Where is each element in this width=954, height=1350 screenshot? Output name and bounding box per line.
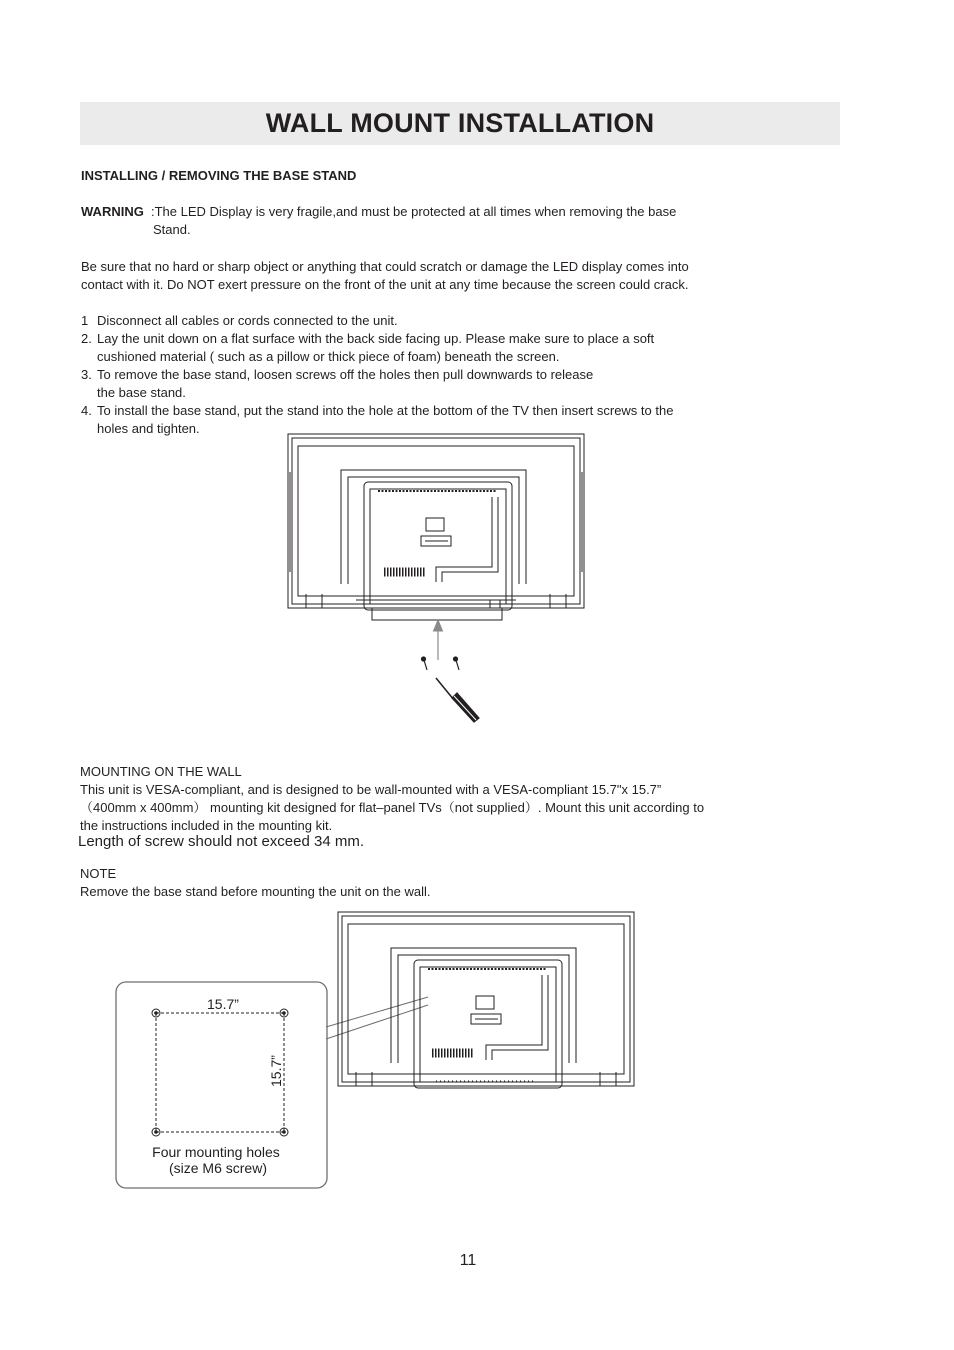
step-2-text-line1: Lay the unit down on a flat surface with the back side facing up. Please make sure to place a soft [97,331,655,346]
mounting-holes-caption-line1: Four mounting holes [152,1144,280,1160]
note-text: Remove the base stand before mounting the unit on the wall. [80,884,431,899]
warning-text-line1: :The LED Display is very fragile,and must be protected at all times when removing the base [151,204,677,219]
screw-length-note: Length of screw should not exceed 34 mm. [78,833,364,850]
step-4-text-line1: To install the base stand, put the stand into the hole at the bottom of the TV then insert screws to the [97,403,674,418]
vesa-mount-diagram [110,905,640,1195]
step-2-text-line2: cushioned material ( such as a pillow or thick piece of foam) beneath the screen. [97,349,560,364]
section-heading-wall: MOUNTING ON THE WALL [80,764,242,779]
caution-line2: contact with it. Do NOT exert pressure on the front of the unit at any time because the screen could crack. [81,277,689,292]
step-3-text-line2: the base stand. [97,385,186,400]
caution-line1: Be sure that no hard or sharp object or anything that could scratch or damage the LED display comes into [81,259,689,274]
tv-back-stand-diagram [286,432,588,732]
wall-text-line1: This unit is VESA-compliant, and is designed to be wall-mounted with a VESA-compliant 15.7"x 15.7” [80,782,662,797]
step-1-text: Disconnect all cables or cords connected to the unit. [97,313,398,328]
vesa-height-label: 15.7” [268,1055,284,1087]
step-number-3: 3. [81,367,92,382]
step-3-text-line1: To remove the base stand, loosen screws off the holes then pull downwards to release [97,367,594,382]
page-title: WALL MOUNT INSTALLATION [265,108,655,138]
vesa-width-label: 15.7” [207,996,239,1012]
warning-text-line2: Stand. [153,222,191,237]
step-4-text-line2: holes and tighten. [97,421,200,436]
mounting-holes-caption-line2: (size M6 screw) [168,1160,268,1176]
note-heading: NOTE [80,866,117,881]
step-number-2: 2. [81,331,92,346]
page-number: 11 [459,1252,477,1269]
section-heading-base-stand: INSTALLING / REMOVING THE BASE STAND [81,168,357,183]
warning-label: WARNING [81,204,144,219]
step-number-1: 1 [81,313,89,328]
wall-text-line3: the instructions included in the mounting kit. [80,818,333,833]
wall-text-line2: （400mm x 400mm） mounting kit designed for flat–panel TVs（not supplied）. Mount this unit according to [80,800,705,815]
step-number-4: 4. [81,403,92,418]
